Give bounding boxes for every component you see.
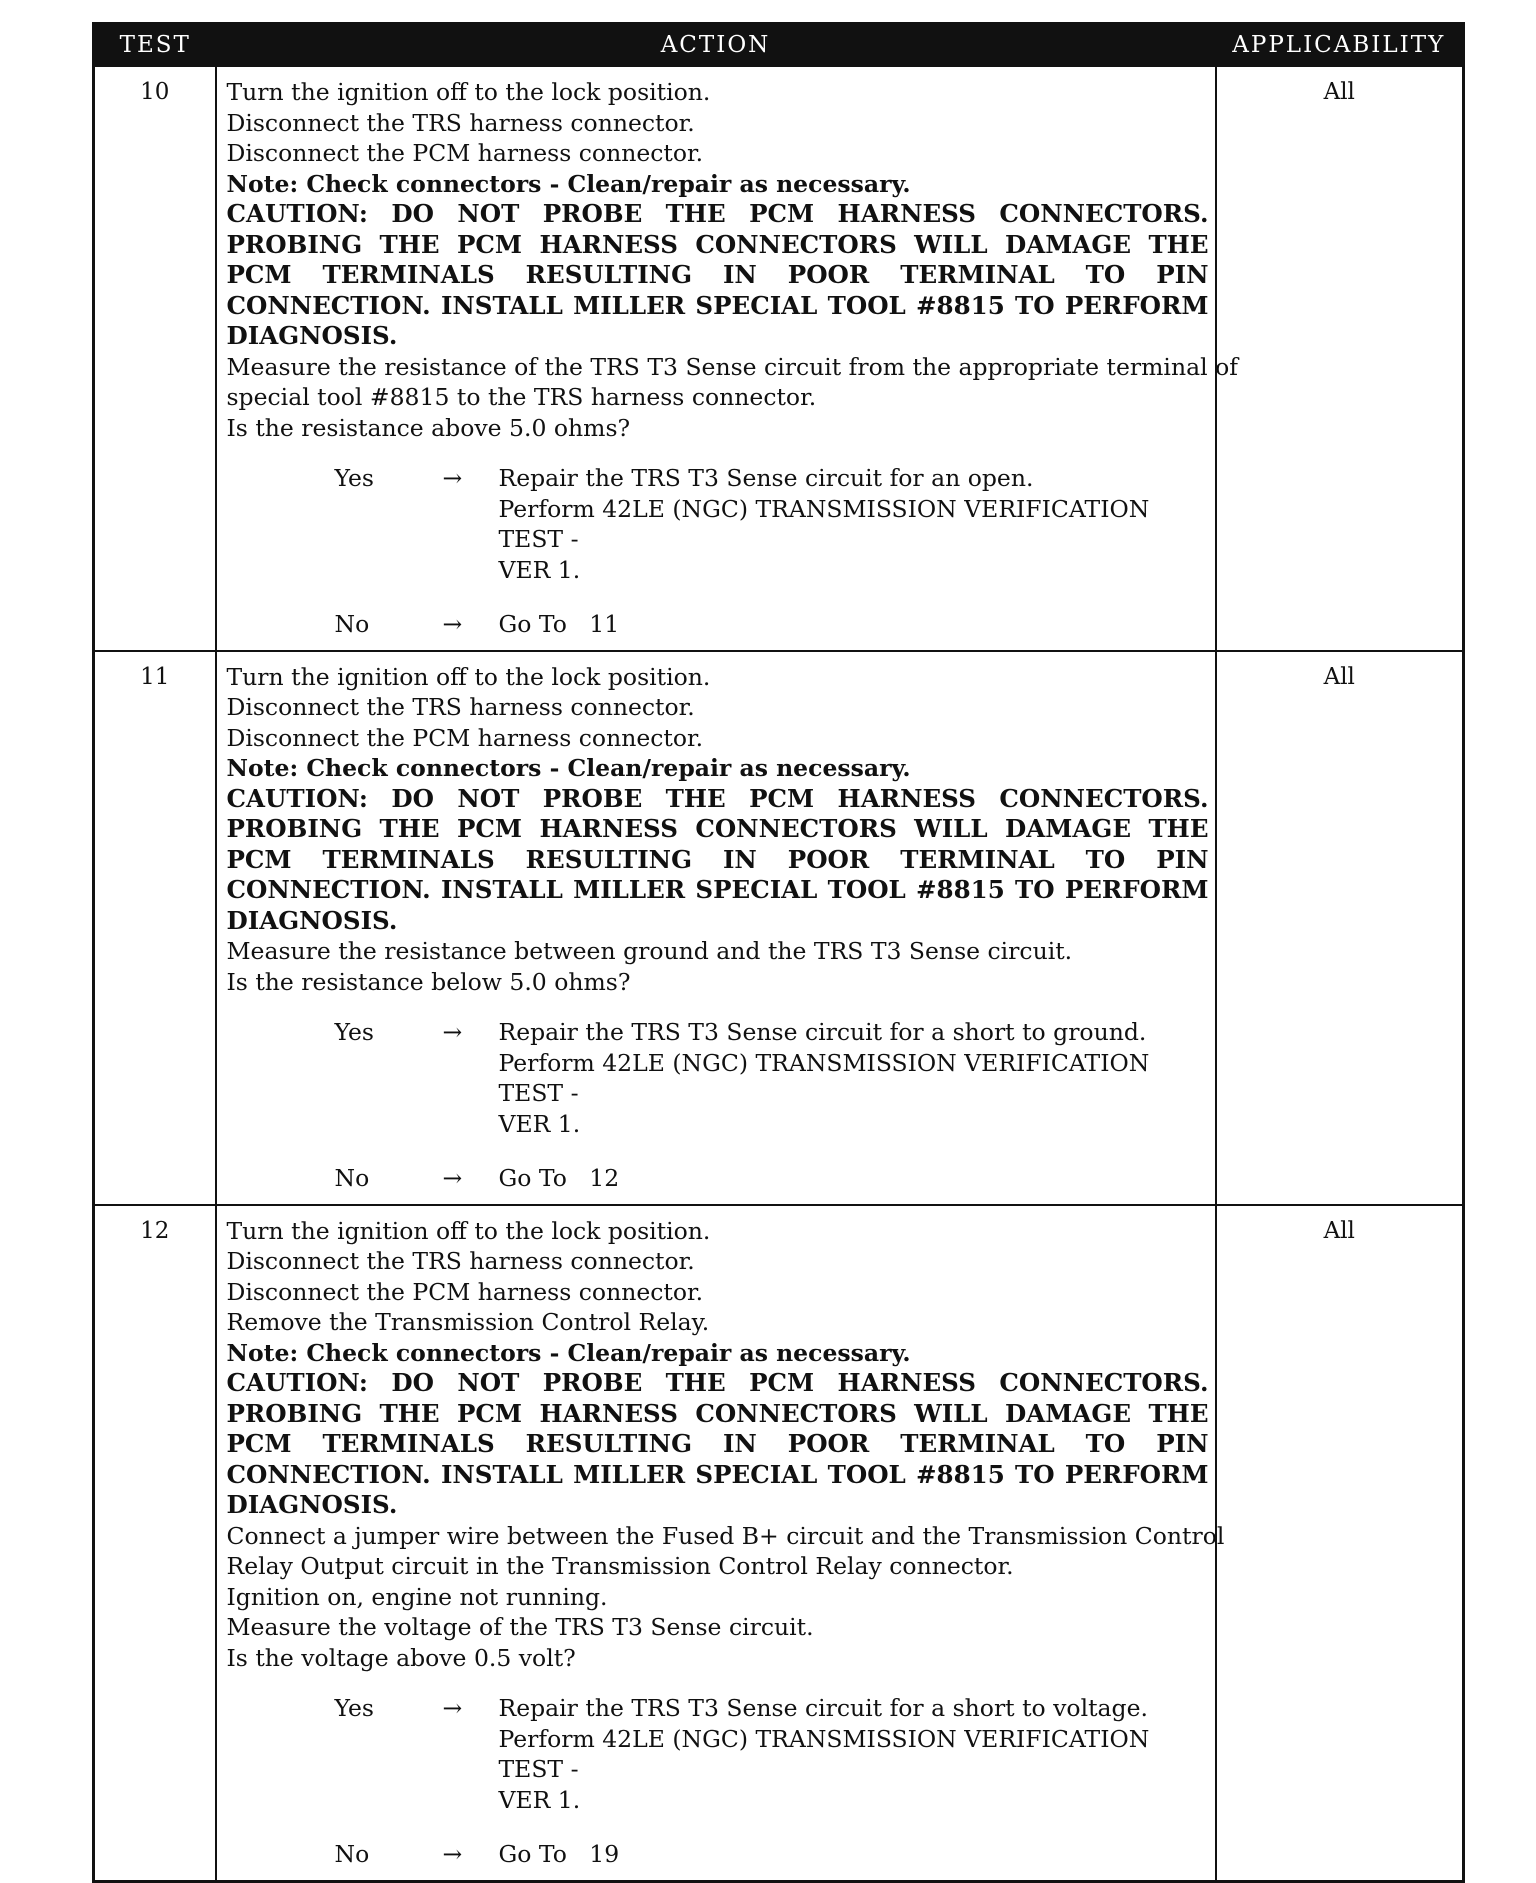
step-text: Turn the ignition off to the lock position. [226,78,711,106]
no-result [227,1163,1209,1194]
arrow-icon: → [442,1840,463,1868]
no-result [227,1839,1209,1870]
action-cell [216,66,1238,651]
yes-action-text: Repair the TRS T3 Sense circuit for an open. [498,464,1034,492]
note-text: Note: Check connectors - Clean/repair as necessary. [226,1338,911,1367]
arrow-icon: → [442,1694,463,1722]
step-text: Is the voltage above 0.5 volt? [226,1643,576,1672]
arrow-icon: → [442,1164,463,1192]
arrow-icon: → [442,610,463,638]
table-row [94,651,1464,1205]
test-number: 12 [94,1205,216,1882]
yes-result [227,463,1209,585]
test-number: 10 [94,66,216,651]
action-cell [216,651,1216,1205]
step-text: Relay Output circuit in the Transmission Control Relay connector. [226,1552,1014,1580]
yes-action-text: Perform 42LE (NGC) TRANSMISSION VERIFICATION TEST - [498,494,1150,553]
yes-action-text: Perform 42LE (NGC) TRANSMISSION VERIFICATION TEST - [498,1048,1150,1107]
go-to-text: Go To 19 [498,1840,620,1868]
step-text: Disconnect the TRS harness connector. [226,1247,695,1275]
step-text: Disconnect the PCM harness connector. [226,139,704,167]
arrow-icon: → [442,464,463,492]
go-to-text: Go To 12 [498,1164,620,1192]
step-text: Turn the ignition off to the lock position. [226,1216,711,1245]
yes-result [227,1693,1209,1815]
yes-action-text: VER 1. [498,1785,581,1814]
step-text: Connect a jumper wire between the Fused B+ circuit and the Transmission Control [226,1521,1225,1550]
caution-text: CAUTION: DO NOT PROBE THE PCM HARNESS CONNECTORS. PROBING THE PCM HARNESS CONNECTORS WILL DAMAGE THE PCM TERMINALS RESULTING IN POOR TERMINAL TO PIN CONNECTION. INSTALL MILLER SPECIAL TOOL #8815 TO PERFORM DIAGNOSIS. [226,1368,1209,1519]
yes-action-text: VER 1. [498,555,581,584]
caution-text: CAUTION: DO NOT PROBE THE PCM HARNESS CONNECTORS. PROBING THE PCM HARNESS CONNECTORS WILL DAMAGE THE PCM TERMINALS RESULTING IN POOR TERMINAL TO PIN CONNECTION. INSTALL MILLER SPECIAL TOOL #8815 TO PERFORM DIAGNOSIS. [226,199,1209,350]
caution-text: CAUTION: DO NOT PROBE THE PCM HARNESS CONNECTORS. PROBING THE PCM HARNESS CONNECTORS WILL DAMAGE THE PCM TERMINALS RESULTING IN POOR TERMINAL TO PIN CONNECTION. INSTALL MILLER SPECIAL TOOL #8815 TO PERFORM DIAGNOSIS. [226,783,1209,935]
step-text: Ignition on, engine not running. [226,1582,608,1611]
applicability-value: All [1216,1205,1464,1882]
step-text: Is the resistance above 5.0 ohms? [226,413,631,442]
yes-label: Yes [334,1018,374,1046]
no-label: No [334,1840,370,1868]
header-applicability: APPLICABILITY [1216,24,1464,67]
step-text: Measure the resistance of the TRS T3 Sense circuit from the appropriate terminal of [226,352,1238,381]
yes-label: Yes [334,464,374,492]
applicability-value: All [1216,66,1464,651]
table-row [94,66,1464,651]
diagnostic-test-table [92,22,1465,1883]
table-row [94,1205,1464,1882]
yes-result [227,1017,1209,1139]
no-label: No [334,610,370,638]
no-label: No [334,1164,370,1192]
step-text: Measure the voltage of the TRS T3 Sense circuit. [226,1613,814,1641]
yes-action-text: Perform 42LE (NGC) TRANSMISSION VERIFICATION TEST - [498,1724,1150,1783]
step-text: Disconnect the TRS harness connector. [226,693,695,721]
step-text: Disconnect the TRS harness connector. [226,108,695,137]
note-text: Note: Check connectors - Clean/repair as necessary. [226,754,911,782]
step-text: Disconnect the PCM harness connector. [226,723,704,752]
applicability-value: All [1216,651,1464,1205]
yes-action-text: Repair the TRS T3 Sense circuit for a short to voltage. [498,1694,1148,1722]
step-text: Is the resistance below 5.0 ohms? [226,967,631,996]
arrow-icon: → [442,1018,463,1046]
step-text: special tool #8815 to the TRS harness connector. [226,383,817,411]
step-text: Measure the resistance between ground and the TRS T3 Sense circuit. [226,937,1073,965]
action-cell [216,1205,1225,1882]
go-to-text: Go To 11 [498,610,620,638]
yes-action-text: Repair the TRS T3 Sense circuit for a short to ground. [498,1018,1147,1046]
note-text: Note: Check connectors - Clean/repair as necessary. [226,169,911,198]
table-header-row [94,24,1464,67]
yes-label: Yes [334,1694,374,1722]
yes-action-text: VER 1. [498,1109,581,1138]
test-number: 11 [94,651,216,1205]
step-text: Turn the ignition off to the lock position. [226,662,711,691]
no-result [227,609,1209,640]
header-test: TEST [94,24,216,67]
step-text: Disconnect the PCM harness connector. [226,1277,704,1306]
step-text: Remove the Transmission Control Relay. [226,1308,710,1336]
header-action: ACTION [216,24,1216,67]
